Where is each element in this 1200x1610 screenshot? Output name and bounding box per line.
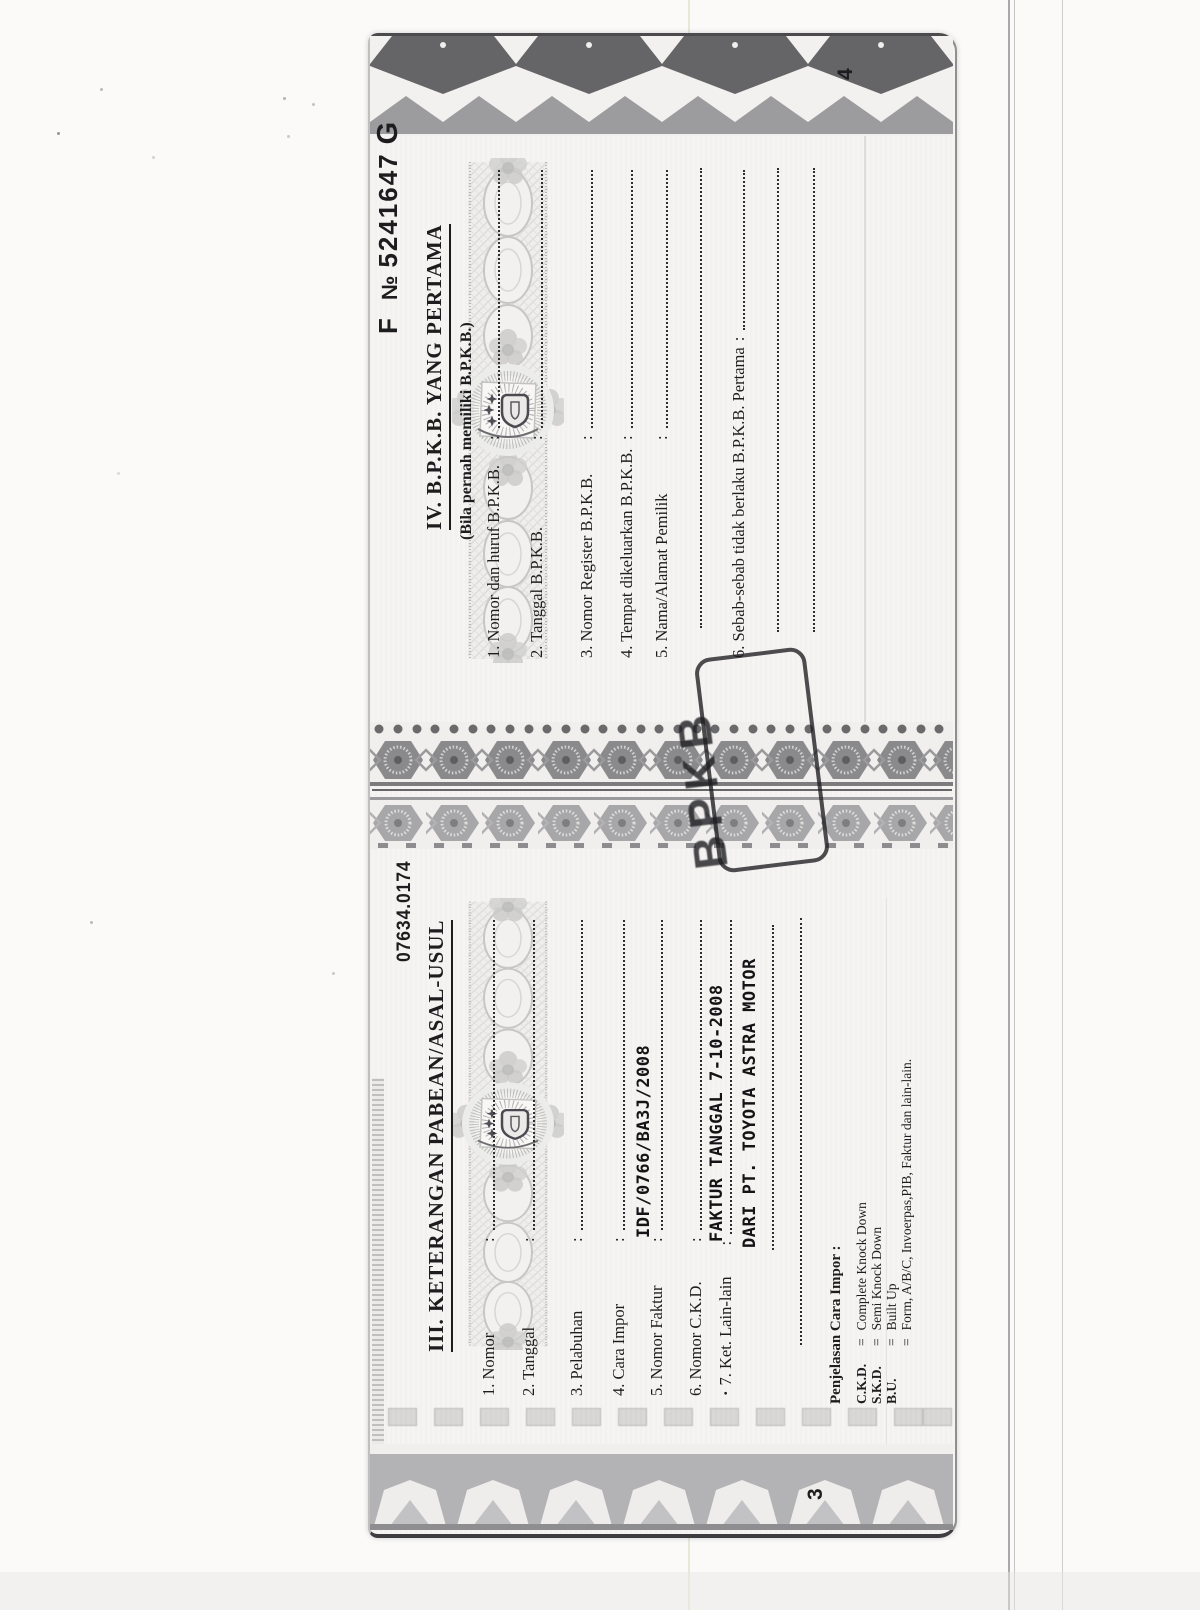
dotted-leader — [541, 170, 543, 428]
dotted-leader — [581, 920, 583, 1230]
notes-title: Penjelasan Cara Impor : — [828, 1245, 844, 1404]
section-iii-title: III. KETERANGAN PABEAN/ASAL-USUL — [424, 920, 450, 1352]
dotted-line — [700, 168, 702, 628]
form-row: 4. Tempat dikeluarkan B.P.K.B. : — [616, 168, 638, 658]
field-value-nomor-faktur: IDF/0766/BA3J/2008 — [634, 1044, 654, 1238]
form-row: 3. Nomor Register B.P.K.B. : — [576, 168, 598, 658]
paper-crease — [864, 36, 866, 724]
dotted-leader — [493, 920, 495, 1230]
dotted-leader — [743, 170, 745, 330]
field-value-ket-lain-lain-2: DARI PT. TOYOTA ASTRA MOTOR — [740, 958, 760, 1248]
dotted-leader — [591, 170, 593, 428]
guilloche-ornament-strip — [452, 898, 564, 1350]
section-iv-subtitle: (Bila pernah memiliki B.P.K.B.) — [458, 322, 475, 540]
dotted-leader — [631, 170, 633, 428]
page-number-4: 4 — [834, 68, 857, 80]
decorative-edge-band-top — [370, 36, 953, 136]
form-row: 5. Nomor Faktur : — [646, 918, 668, 1396]
form-row: 2. Tanggal B.P.K.B. : — [526, 168, 548, 658]
binding-edge-texture — [372, 1078, 384, 1446]
dust-specks — [57, 132, 60, 135]
document-serial-number: F№5241647G — [372, 119, 404, 334]
dotted-leader — [498, 170, 500, 428]
form-row: 6. Sebab-sebab tidak berlaku B.P.K.B. Pertama : — [728, 168, 750, 658]
spine-divider-line — [372, 789, 952, 791]
scan-edge-line — [1014, 0, 1015, 1610]
dotted-line — [777, 168, 779, 632]
scan-edge-line — [1062, 0, 1063, 1610]
dotted-leader — [623, 920, 625, 1230]
dotted-leader — [661, 920, 663, 1230]
field-value-ket-lain-lain-1: FAKTUR TANGGAL 7-10-2008 — [707, 984, 727, 1242]
notes-line: S.K.D. = Semi Knock Down — [869, 1226, 884, 1404]
form-row: 1. Nomor dan huruf B.P.K.B. : — [483, 168, 505, 658]
scanner-edge-shadow — [0, 1572, 1200, 1610]
form-row: 1. Nomor : — [478, 918, 500, 1396]
dotted-leader — [730, 920, 732, 1234]
section-iv-title: IV. B.P.K.B. YANG PERTAMA — [422, 224, 448, 530]
bpkb-stamp-text: BPKB — [666, 704, 738, 873]
form-serial-number: 07634.0174 — [394, 860, 415, 962]
scan-edge-line — [1008, 0, 1010, 1610]
faded-stamp-row — [388, 1408, 948, 1430]
dotted-leader — [666, 170, 668, 428]
form-row: 6. Nomor C.K.D. : — [685, 918, 707, 1396]
spine-ornament-band — [370, 722, 953, 786]
form-row: 3. Pelabuhan : — [566, 918, 588, 1396]
dotted-line — [813, 168, 815, 632]
notes-line: B.U. = Built Up — [884, 1283, 899, 1404]
notes-line: C.K.D. = Complete Knock Down — [854, 1202, 869, 1404]
dotted-line — [800, 918, 802, 1345]
form-row: 2. Tanggal : — [518, 918, 540, 1396]
form-row: 5. Nama/Alamat Pemilik : — [651, 168, 673, 658]
dotted-line — [772, 925, 774, 1250]
notes-line: = Form, A/B/C, Invoerpas,PIB, Faktur dan lain-lain. — [899, 1058, 914, 1346]
spine-ornament-band — [370, 797, 953, 849]
decorative-edge-band-bottom — [370, 1444, 953, 1530]
form-row: · 7. Ket. Lain-lain : — [715, 918, 737, 1396]
page-number-3: 3 — [804, 1488, 827, 1500]
dotted-leader — [700, 920, 702, 1230]
dotted-leader — [533, 920, 535, 1230]
form-row: 4. Cara Impor : — [608, 918, 630, 1396]
